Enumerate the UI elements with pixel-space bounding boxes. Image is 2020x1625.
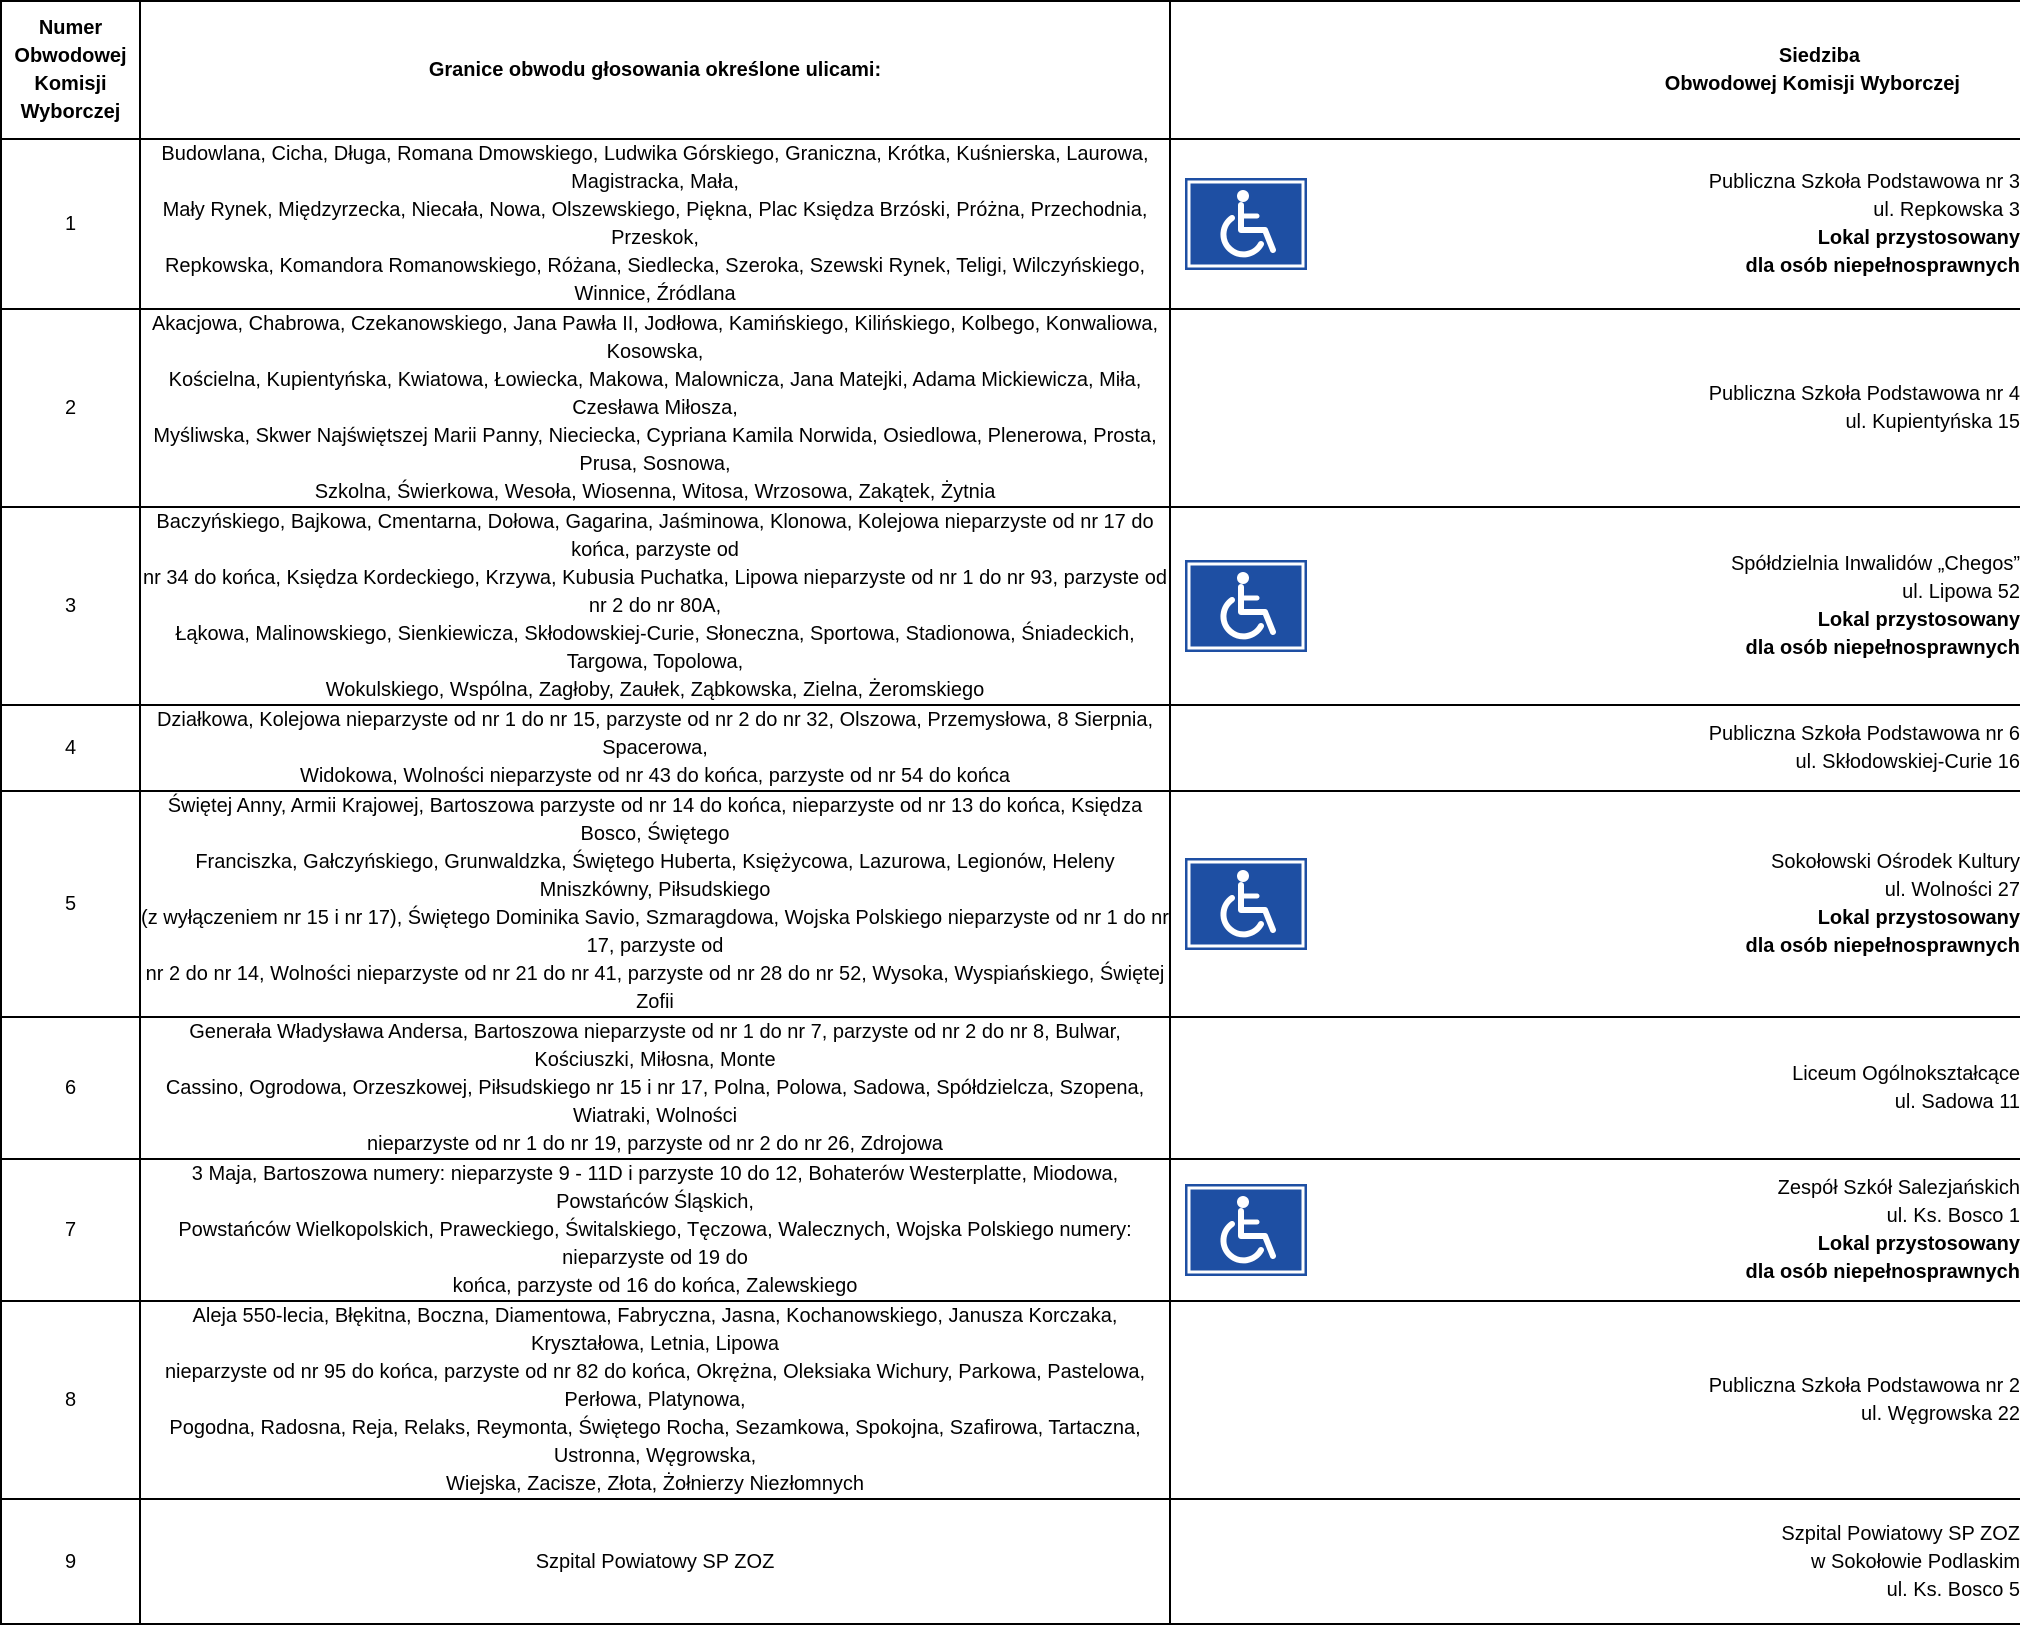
seat-line: Publiczna Szkoła Podstawowa nr 3 (1708, 171, 2020, 193)
seat-address (1171, 1060, 2020, 1116)
seat-line: Publiczna Szkoła Podstawowa nr 6 (1708, 723, 2020, 745)
district-streets (140, 139, 1170, 309)
table-row (1, 1159, 2020, 1301)
seat-address (1171, 720, 2020, 776)
header-streets: Granice obwodu głosowania określone ulicami: (140, 1, 1170, 139)
header-number-line: Obwodowej (14, 45, 127, 67)
district-number: 8 (1, 1301, 140, 1499)
seat-address (1171, 380, 2020, 436)
district-seat (1170, 309, 2020, 507)
streets-line: Baczyńskiego, Bajkowa, Cmentarna, Dołowa, Gagarina, Jaśminowa, Klonowa, Kolejowa nieparzyste od nr 17 do końca, parzyste od (156, 511, 1154, 561)
seat-line: ul. Repkowska 3 (1873, 199, 2020, 221)
district-streets (140, 1017, 1170, 1159)
table-row (1, 309, 2020, 507)
district-number: 7 (1, 1159, 140, 1301)
streets-line: (z wyłączeniem nr 15 i nr 17), Świętego Dominika Savio, Szmaragdowa, Wojska Polskiego nieparzyste od nr 1 do nr 17, parzyste od (141, 907, 1169, 957)
seat-line: Spółdzielnia Inwalidów „Chegos” (1730, 553, 2020, 575)
streets-line: nr 2 do nr 14, Wolności nieparzyste od nr 21 do nr 41, parzyste od nr 28 do nr 52, Wysoka, Wyspiańskiego, Świętej Zofii (145, 963, 1165, 1013)
seat-line: Sokołowski Ośrodek Kultury (1771, 851, 2020, 873)
streets-line: Mały Rynek, Międzyrzecka, Niecała, Nowa, Olszewskiego, Piękna, Plac Księdza Brzóski, Próżna, Przechodnia, Przeskok, (162, 199, 1148, 249)
streets-line: końca, parzyste od 16 do końca, Zalewskiego (452, 1275, 858, 1297)
streets-line: nieparzyste od nr 1 do nr 19, parzyste od nr 2 do nr 26, Zdrojowa (367, 1133, 943, 1155)
streets-line: Wiejska, Zacisze, Złota, Żołnierzy Niezłomnych (446, 1473, 864, 1495)
accessible-note: dla osób niepełnosprawnych (1745, 935, 2020, 957)
seat-line: ul. Sadowa 11 (1894, 1091, 2020, 1113)
table-row (1, 1017, 2020, 1159)
seat-line: Liceum Ogólnokształcące (1792, 1063, 2020, 1085)
accessible-note: Lokal przystosowany (1817, 907, 2020, 929)
header-number (1, 1, 140, 139)
district-number: 2 (1, 309, 140, 507)
district-seat (1170, 1499, 2020, 1624)
district-number: 3 (1, 507, 140, 705)
district-streets (140, 791, 1170, 1017)
header-seat-line: Obwodowej Komisji Wyborczej (1664, 73, 1960, 95)
streets-line: Wokulskiego, Wspólna, Zagłoby, Zaułek, Ząbkowska, Zielna, Żeromskiego (325, 679, 985, 701)
streets-line: Świętej Anny, Armii Krajowej, Bartoszowa parzyste od nr 14 do końca, nieparzyste od nr 13 do końca, Księdza Bosco, Świętego (167, 795, 1143, 845)
streets-line: Łąkowa, Malinowskiego, Sienkiewicza, Skłodowskiej-Curie, Słoneczna, Sportowa, Stadionowa, Śniadeckich, Targowa, Topolowa, (175, 623, 1135, 673)
district-seat (1170, 791, 2020, 1017)
streets-line: Budowlana, Cicha, Długa, Romana Dmowskiego, Ludwika Górskiego, Graniczna, Krótka, Kuśnierska, Laurowa, Magistracka, Mała, (161, 143, 1149, 193)
seat-line: Publiczna Szkoła Podstawowa nr 4 (1708, 383, 2020, 405)
header-number-line: Wyborczej (20, 101, 121, 123)
seat-line: ul. Ks. Bosco 5 (1886, 1578, 2020, 1601)
streets-line: Działkowa, Kolejowa nieparzyste od nr 1 do nr 15, parzyste od nr 2 do nr 32, Olszowa, Przemysłowa, 8 Sierpnia, Spacerowa, (156, 709, 1154, 759)
district-streets (140, 507, 1170, 705)
streets-line: Szpital Powiatowy SP ZOZ (535, 1550, 775, 1573)
district-seat (1170, 1017, 2020, 1159)
seat-line: w Sokołowie Podlaskim (1811, 1550, 2020, 1573)
accessible-note: dla osób niepełnosprawnych (1745, 637, 2020, 659)
district-streets (140, 309, 1170, 507)
seat-address (1171, 1520, 2020, 1604)
table-row (1, 507, 2020, 705)
seat-line: ul. Lipowa 52 (1902, 581, 2020, 603)
district-streets (140, 705, 1170, 791)
header-number-line: Numer (38, 17, 103, 39)
wheelchair-accessible-icon (1185, 1184, 1307, 1276)
table-row (1, 705, 2020, 791)
streets-line: nieparzyste od nr 95 do końca, parzyste od nr 82 do końca, Okrężna, Oleksiaka Wichury, Parkowa, Pastelowa, Perłowa, Platynowa, (164, 1361, 1146, 1411)
district-number: 1 (1, 139, 140, 309)
streets-line: Szkolna, Świerkowa, Wesoła, Wiosenna, Witosa, Wrzosowa, Zakątek, Żytnia (314, 481, 996, 503)
seat-line: ul. Ks. Bosco 1 (1886, 1205, 2020, 1227)
district-streets (140, 1159, 1170, 1301)
district-number: 5 (1, 791, 140, 1017)
seat-address (1171, 1372, 2020, 1428)
district-seat (1170, 705, 2020, 791)
header-seat (1170, 1, 2020, 139)
accessible-note: dla osób niepełnosprawnych (1745, 255, 2020, 277)
seat-line: ul. Wolności 27 (1884, 879, 2020, 901)
streets-line: Aleja 550-lecia, Błękitna, Boczna, Diamentowa, Fabryczna, Jasna, Kochanowskiego, Janusza Korczaka, Kryształowa, Letnia, Lipowa (192, 1305, 1118, 1355)
accessible-note: Lokal przystosowany (1817, 609, 2020, 631)
district-seat (1170, 507, 2020, 705)
accessible-note: Lokal przystosowany (1817, 227, 2020, 249)
district-number: 9 (1, 1499, 140, 1624)
table-row (1, 791, 2020, 1017)
streets-line: Myśliwska, Skwer Najświętszej Marii Panny, Nieciecka, Cypriana Kamila Norwida, Osiedlowa, Plenerowa, Prosta, Prusa, Sosnowa, (153, 425, 1157, 475)
table-row (1, 1301, 2020, 1499)
district-seat (1170, 1301, 2020, 1499)
seat-line: Zespół Szkół Salezjańskich (1777, 1177, 2020, 1199)
streets-line: Kościelna, Kupientyńska, Kwiatowa, Łowiecka, Makowa, Malownicza, Jana Matejki, Adama Mickiewicza, Miła, Czesława Miłosza, (168, 369, 1142, 419)
seat-line: ul. Skłodowskiej-Curie 16 (1795, 751, 2020, 773)
streets-line: nr 34 do końca, Księdza Kordeckiego, Krzywa, Kubusia Puchatka, Lipowa nieparzyste od nr 1 do nr 93, parzyste od nr 2 do nr 80A, (143, 567, 1167, 617)
seat-line: ul. Kupientyńska 15 (1845, 411, 2020, 433)
streets-line: Akacjowa, Chabrowa, Czekanowskiego, Jana Pawła II, Jodłowa, Kamińskiego, Kilińskiego, Kolbego, Konwaliowa, Kosowska, (151, 313, 1159, 363)
accessible-note: Lokal przystosowany (1817, 1233, 2020, 1255)
district-streets (140, 1499, 1170, 1624)
header-row (1, 1, 2020, 139)
wheelchair-accessible-icon (1185, 560, 1307, 652)
table-body (1, 139, 2020, 1624)
table-row (1, 139, 2020, 309)
header-seat-line: Siedziba (1778, 45, 1860, 67)
streets-line: Franciszka, Gałczyńskiego, Grunwaldzka, Świętego Huberta, Księżycowa, Lazurowa, Legionów, Heleny Mniszkówny, Piłsudskiego (195, 851, 1115, 901)
district-number: 4 (1, 705, 140, 791)
seat-line: ul. Węgrowska 22 (1861, 1403, 2020, 1425)
wheelchair-accessible-icon (1185, 178, 1307, 270)
accessible-note: dla osób niepełnosprawnych (1745, 1261, 2020, 1283)
header-number-line: Komisji (34, 73, 107, 95)
streets-line: Generała Władysława Andersa, Bartoszowa nieparzyste od nr 1 do nr 7, parzyste od nr 2 do nr 8, Bulwar, Kościuszki, Miłosna, Monte (189, 1021, 1121, 1071)
district-streets (140, 1301, 1170, 1499)
wheelchair-accessible-icon (1185, 858, 1307, 950)
district-seat (1170, 1159, 2020, 1301)
streets-line: Pogodna, Radosna, Reja, Relaks, Reymonta, Świętego Rocha, Sezamkowa, Spokojna, Szafirowa, Tartaczna, Ustronna, Węgrowska, (169, 1417, 1141, 1467)
district-number: 6 (1, 1017, 140, 1159)
streets-line: 3 Maja, Bartoszowa numery: nieparzyste 9 - 11D i parzyste 10 do 12, Bohaterów Westerplatte, Miodowa, Powstańców Śląskich, (191, 1163, 1119, 1213)
streets-line: Repkowska, Komandora Romanowskiego, Różana, Siedlecka, Szeroka, Szewski Rynek, Teligi, Wilczyńskiego, Winnice, Źródlana (164, 255, 1146, 305)
district-seat (1170, 139, 2020, 309)
table-row (1, 1499, 2020, 1624)
seat-line: Publiczna Szkoła Podstawowa nr 2 (1708, 1375, 2020, 1397)
streets-line: Widokowa, Wolności nieparzyste od nr 43 do końca, parzyste od nr 54 do końca (299, 765, 1011, 787)
seat-line: Szpital Powiatowy SP ZOZ (1781, 1522, 2020, 1545)
streets-line: Powstańców Wielkopolskich, Praweckiego, Świtalskiego, Tęczowa, Walecznych, Wojska Polskiego numery: nieparzyste od 19 do (178, 1219, 1132, 1269)
streets-line: Cassino, Ogrodowa, Orzeszkowej, Piłsudskiego nr 15 i nr 17, Polna, Polowa, Sadowa, Spółdzielcza, Szopena, Wiatraki, Wolności (165, 1077, 1145, 1127)
